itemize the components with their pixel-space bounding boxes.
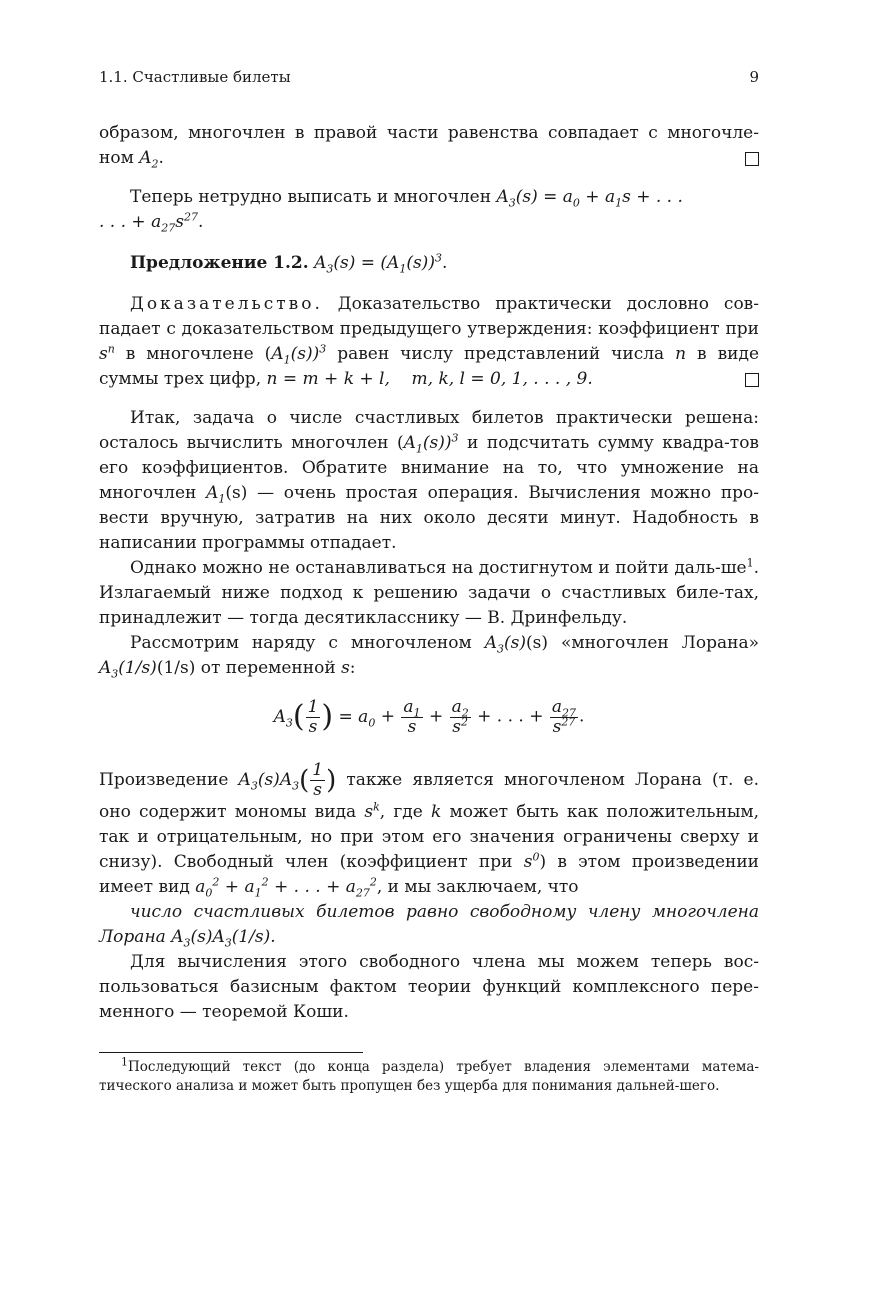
paragraph-polynomial: Теперь нетрудно выписать и многочлен $A_3(s) = a_0 + a_1s$ + . . . . . . + $a_{27}s^{27}$.	[99, 187, 683, 235]
section-title: 1.1. Счастливые билеты	[99, 68, 291, 86]
footnote-mark: 1	[746, 556, 754, 570]
paragraph-continuation: образом, многочлен в правой части равенства совпадает с многочле-ном $A_2$.	[99, 123, 759, 171]
display-equation: $A_3$( $\frac{1}{s}$ ) = $a_0$ + $\frac{a_1}{s}$ + $\frac{a_2}{s^2}$ + . . . + $\frac{a_{27}}{s^{27}}$ .	[273, 696, 585, 737]
footnote-rule	[99, 1052, 363, 1053]
qed-icon	[745, 373, 759, 387]
paragraph-cauchy: Для вычисления этого свободного члена мы можем теперь вос-пользоваться базисным фактом теории функций комплексного пере-менного — теоремой Коши.	[99, 952, 759, 1022]
main-text	[99, 121, 759, 1025]
italic-statement: число счастливых билетов равно свободному члену многочлена Лорана $A_3(s)A_3(1/s)$.	[99, 902, 759, 950]
paragraph-product: Произведение $A_3(s)A_3$( $\frac{1}{s}$ ) также является многочленом Лорана (т. е. оно содержит мономы вида $s^k$, где k может быть как положительным, так и отрицательным, но при этом его значения ограничены сверху и снизу). Свободный член (коэффициент при $s^0$) в этом произведении имеет вид $a_0^2 + a_1^2$ + . . . + $a_{27}^2$, и мы заключаем, что	[99, 760, 759, 900]
proof: Доказательство. Доказательство практически дословно сов-падает с доказательством предыдущего утверждения: коэффициент при $s^n$ в многочлене $(A_1(s))^3$ равен числу представлений числа n в виде суммы трех цифр, n = m + k + l, m, k, l = 0, 1, . . . , 9.	[99, 294, 760, 389]
paragraph-laurent: Рассмотрим наряду с многочленом $A_3(s)(s)$ «многочлен Лорана» $A_3(1/s)(1/s)$ от переменной s:	[99, 633, 759, 681]
proposition-label: Предложение 1.2.	[130, 253, 309, 273]
page-number: 9	[749, 68, 759, 86]
paragraph-summary: Итак, задача о числе счастливых билетов практически решена: осталось вычислить многочлен $(A_1(s))^3$ и подсчитать сумму квадра-тов его коэффициентов. Обратите внимание на то, что умножение на многочлен $A_1(s)$ — очень простая операция. Вычисления можно про-вести вручную, затратив на них около десяти минут. Надобность в написании программы отпадает.	[99, 408, 760, 553]
qed-icon	[745, 152, 759, 166]
paragraph-drinfeld: Однако можно не останавливаться на достигнутом и пойти даль-$ше^1$. Излагаемый ниже подход к решению задачи о счастливых биле-тах, принадлежит — тогда десятикласснику — В. Дринфельду.	[99, 556, 759, 628]
proposition: Предложение 1.2. $A_3(s) = (A_1(s))^3$.	[130, 251, 448, 276]
footnote-number: 1	[121, 1055, 128, 1069]
proof-label: Доказательство.	[130, 294, 323, 314]
footnote: $^1$Последующий текст (до конца раздела) требует владения элементами матема-тического анализа и может быть пропущен без ущерба для понимания дальней-шего.	[99, 1055, 759, 1094]
running-head	[99, 68, 759, 90]
